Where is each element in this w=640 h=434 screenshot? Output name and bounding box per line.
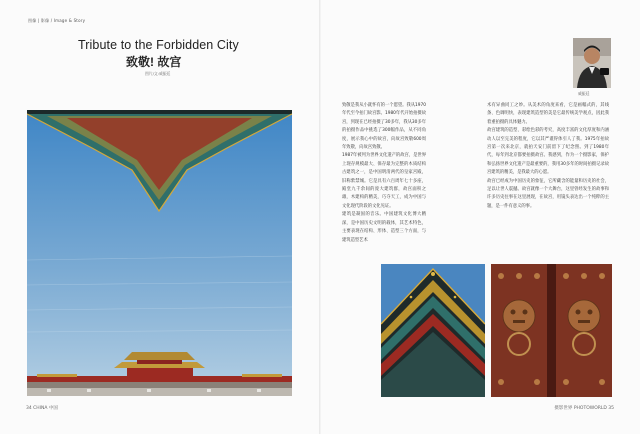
body-paragraph: 故宫已经成为中国历史的象征，它所藏含的能量和历史的社会，足以让世人震撼。故宫就像一个大舞台，这里曾经发生的故事和许多历史往事在这里展现，在故宫，用镜头表达出一个纯粹的主题，是一件有意义的事。 (487, 178, 609, 209)
sky-photo-graphic (27, 110, 292, 396)
page-number-left: 34 CHINA 中国 (26, 406, 58, 411)
body-column-left (342, 102, 426, 245)
roof-photo-graphic (381, 264, 485, 397)
body-paragraph: 术有异曲同工之妙。从美术的角度来看，它是画幅式的，其线条、色调明快，表现建筑造型的美是它最传统美学观点，因此我着重拍摄的具体魅力。 (487, 103, 609, 125)
body-paragraph: 1987年被列为世界文化遗产的故宫，是世界上现存规模最大、保存最为完整的木质结构古建筑之一，是中国明清两代的皇家宫殿，旧称紫禁城。它是具有六百周年七十多座，殿堂九千余间的庞大建筑群，故宫面积之雄，木建构的精美，巧夺天工，成为中国与文化现代阶段的文化见证。 (342, 153, 426, 209)
body-column-right (487, 102, 609, 211)
page-number-right: 摄影世界 PHOTOWORLD 35 (554, 406, 614, 411)
article-title-en: Tribute to the Forbidden City (78, 38, 239, 52)
body-paragraph: 故宫建筑的造型、彩绘色彩的考究，高度丰富的文化厚度和内涵动人以至完美的程度，它以其严谨得体引人了我。1975年拍故宫第一次来北京，就拍天安门前留下了纪念照。到了1980年代，每年到北京都要拍摄故宫。我感到，作为一个摄影家，保护和弘扬世界文化遗产是最重要的，我用30多年的时间拍摄记录故宫建筑的精美，是我最大的心愿。 (487, 128, 609, 176)
section-tag: 图像 | 影像 / Image & Story (28, 18, 86, 23)
page-gutter (319, 0, 321, 434)
body-paragraph: 致敬是我从小就怀有的一个愿望。我从1970年代至今拍门故宫影。1980年代开始拍摄故宫，到现在已经拍摄了30多年，我从30多年的拍摄作品中挑选了300幅作品，从不同角度，展示我心中的故宫，向故宫致敬600周年致敬，向故宫致敬。 (342, 103, 426, 151)
portrait-caption: 威振廷 (578, 91, 590, 96)
roof-eave-photo (381, 264, 485, 397)
gate-door-knocker-photo (491, 264, 612, 397)
forbidden-city-sky-photo (27, 110, 292, 396)
body-paragraph: 建筑是凝固的音乐。中国建筑文化博大精深，是中国历史文明的载体，其艺术特色，主要表现在结构、形体、造型三个方面，与建筑造型艺术 (342, 212, 426, 243)
author-portrait (573, 38, 611, 88)
article-title-zh: 致敬! 故宫 (126, 55, 182, 69)
article-byline: 图片/文:威振廷 (145, 71, 171, 76)
door-photo-graphic (491, 264, 612, 397)
portrait-graphic (573, 38, 611, 88)
